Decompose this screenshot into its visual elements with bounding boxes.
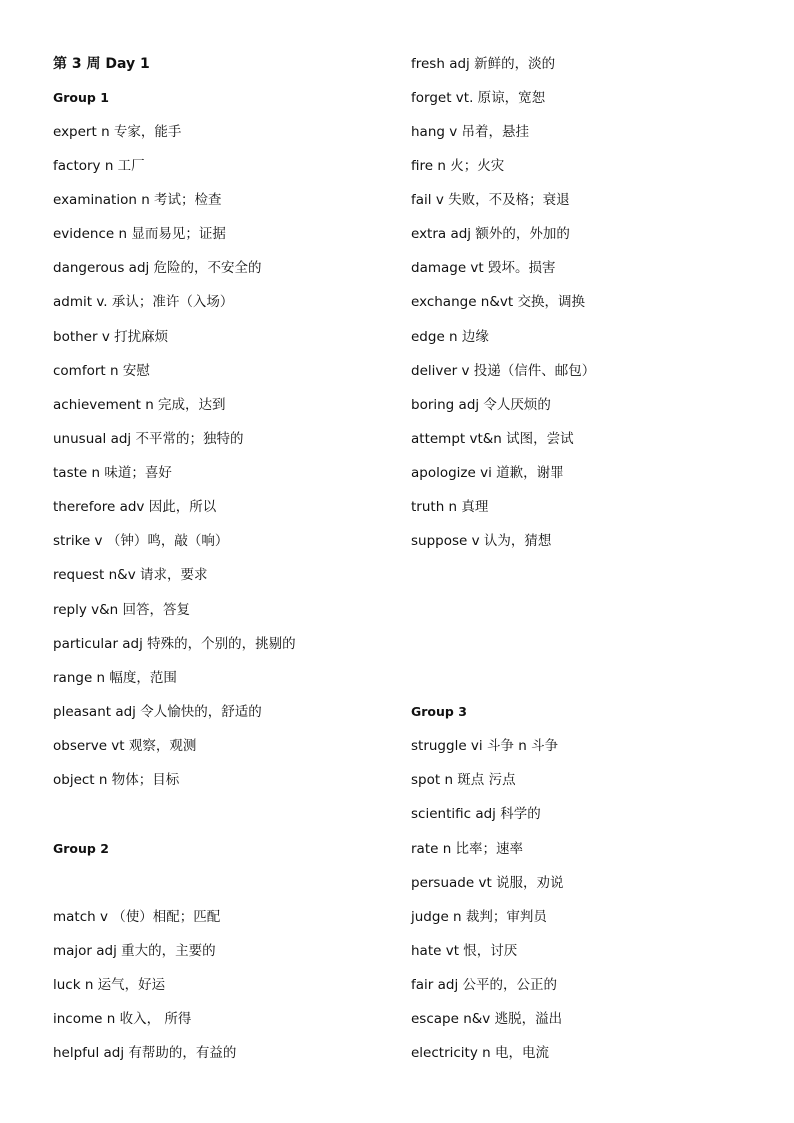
vocab-entry: exchange n&vt 交换，调换 bbox=[411, 294, 585, 310]
vocab-entry: helpful adj 有帮助的，有益的 bbox=[53, 1045, 237, 1061]
page-title: 第 3 周 Day 1 bbox=[53, 56, 150, 72]
vocab-entry: spot n 斑点 污点 bbox=[411, 772, 516, 788]
group-heading: Group 3 bbox=[411, 704, 467, 719]
group-heading: Group 1 bbox=[53, 90, 109, 105]
vocab-entry: reply v&n 回答，答复 bbox=[53, 602, 191, 618]
vocab-entry: forget vt. 原谅，宽恕 bbox=[411, 90, 546, 106]
vocab-entry: rate n 比率；速率 bbox=[411, 841, 524, 857]
vocab-entry: damage vt 毁坏。损害 bbox=[411, 260, 556, 276]
vocab-entry: pleasant adj 令人愉快的，舒适的 bbox=[53, 704, 262, 720]
vocab-entry: bother v 打扰麻烦 bbox=[53, 329, 169, 345]
vocab-entry: object n 物体；目标 bbox=[53, 772, 180, 788]
vocab-entry: struggle vi 斗争 n 斗争 bbox=[411, 738, 559, 754]
vocab-entry: fire n 火；火灾 bbox=[411, 158, 505, 174]
vocab-entry: attempt vt&n 试图，尝试 bbox=[411, 431, 574, 447]
vocab-entry: particular adj 特殊的，个别的，挑剔的 bbox=[53, 636, 296, 652]
vocab-entry: apologize vi 道歉，谢罪 bbox=[411, 465, 564, 481]
vocab-entry: fair adj 公平的，公正的 bbox=[411, 977, 558, 993]
vocab-entry: extra adj 额外的，外加的 bbox=[411, 226, 570, 242]
vocab-entry: boring adj 令人厌烦的 bbox=[411, 397, 551, 413]
vocab-entry: request n&v 请求，要求 bbox=[53, 567, 208, 583]
vocab-entry: evidence n 显而易见；证据 bbox=[53, 226, 226, 242]
vocab-entry: observe vt 观察，观测 bbox=[53, 738, 197, 754]
vocab-entry: range n 幅度，范围 bbox=[53, 670, 177, 686]
vocab-entry: unusual adj 不平常的；独特的 bbox=[53, 431, 244, 447]
vocab-entry: factory n 工厂 bbox=[53, 158, 145, 174]
vocab-entry: expert n 专家，能手 bbox=[53, 124, 182, 140]
vocab-entry: strike v （钟）鸣，敲（响） bbox=[53, 533, 229, 549]
vocab-entry: judge n 裁判；审判员 bbox=[411, 909, 547, 925]
vocab-entry: examination n 考试；检查 bbox=[53, 192, 222, 208]
vocab-entry: edge n 边缘 bbox=[411, 329, 489, 345]
vocab-entry: dangerous adj 危险的，不安全的 bbox=[53, 260, 262, 276]
vocab-entry: electricity n 电，电流 bbox=[411, 1045, 549, 1061]
vocab-entry: persuade vt 说服，劝说 bbox=[411, 875, 564, 891]
vocab-entry: hate vt 恨，讨厌 bbox=[411, 943, 518, 959]
vocab-entry: therefore adv 因此，所以 bbox=[53, 499, 217, 515]
vocab-entry: admit v. 承认；准许（入场） bbox=[53, 294, 234, 310]
vocab-entry: achievement n 完成，达到 bbox=[53, 397, 226, 413]
vocab-entry: truth n 真理 bbox=[411, 499, 489, 515]
vocab-entry: deliver v 投递（信件、邮包） bbox=[411, 363, 596, 379]
vocab-entry: escape n&v 逃脱，溢出 bbox=[411, 1011, 563, 1027]
vocab-entry: taste n 味道；喜好 bbox=[53, 465, 172, 481]
vocab-entry: fresh adj 新鲜的，淡的 bbox=[411, 56, 556, 72]
vocab-entry: income n 收入， 所得 bbox=[53, 1011, 192, 1027]
vocab-entry: major adj 重大的，主要的 bbox=[53, 943, 216, 959]
vocab-entry: luck n 运气，好运 bbox=[53, 977, 166, 993]
vocab-entry: suppose v 认为，猜想 bbox=[411, 533, 552, 549]
vocab-entry: match v （使）相配；匹配 bbox=[53, 909, 221, 925]
group-heading: Group 2 bbox=[53, 841, 109, 856]
vocab-entry: fail v 失败，不及格；衰退 bbox=[411, 192, 570, 208]
vocab-entry: scientific adj 科学的 bbox=[411, 806, 541, 822]
vocab-entry: comfort n 安慰 bbox=[53, 363, 150, 379]
vocab-entry: hang v 吊着，悬挂 bbox=[411, 124, 530, 140]
